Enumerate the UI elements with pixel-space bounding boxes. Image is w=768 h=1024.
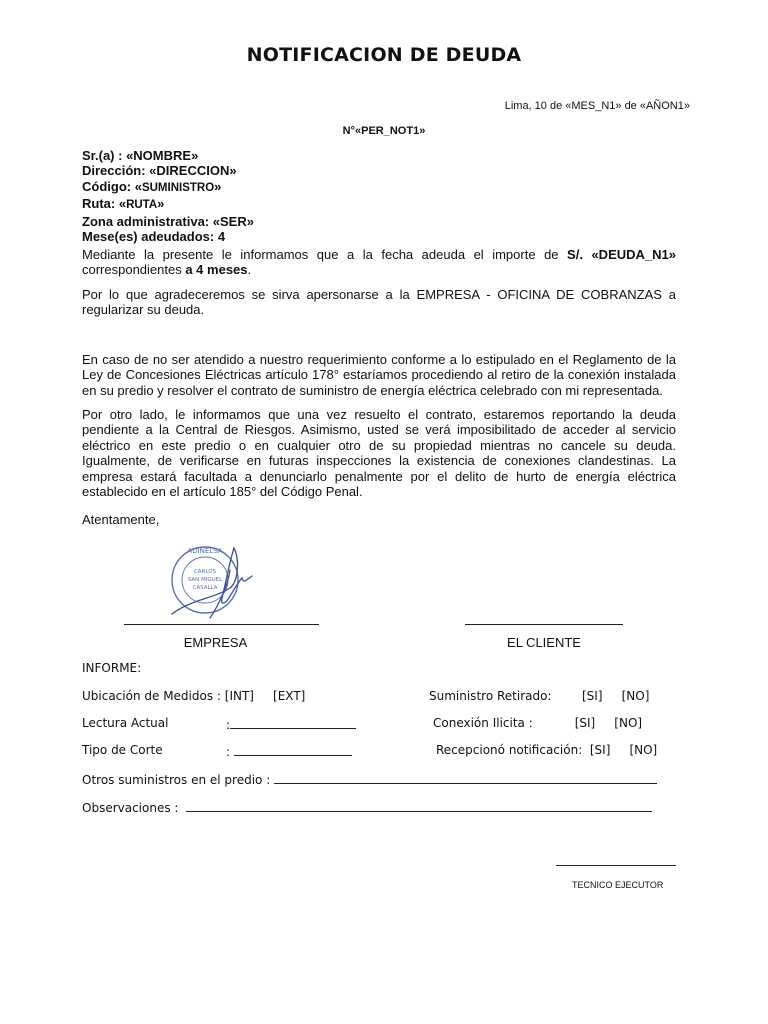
tipo-corte-blank[interactable] <box>234 743 352 756</box>
stamp-top-text: ADINELSA <box>187 547 223 555</box>
informe-lectura-field[interactable] <box>226 716 356 732</box>
stamp-line-1: CARLOS <box>193 569 217 575</box>
informe-recepciono: Recepcionó notificación: [SI] [NO] <box>436 743 658 757</box>
debt-text-2: correspondientes <box>82 262 186 278</box>
informe-otros-suministros[interactable] <box>82 771 657 787</box>
lectura-blank[interactable] <box>230 716 356 729</box>
debt-text: Mediante la presente le informamos que a la fecha adeuda el importe de <box>82 247 568 262</box>
lectura-colon: : <box>226 718 231 732</box>
signature-line-tecnico <box>556 865 676 866</box>
field-code-value: SUMINISTRO <box>141 181 215 194</box>
debt-months: a 4 meses <box>185 262 248 278</box>
stamp-line-3: CASALLA <box>192 585 218 591</box>
informe-lectura-label: Lectura Actual <box>82 716 169 730</box>
page-title: NOTIFICACION DE DEUDA <box>246 44 522 66</box>
paragraph-legal: En caso de no ser atendido a nuestro requerimiento conforme a lo estipulado en el Reglamento de la Ley de Concesiones Eléctricas artículo 178° estaríamos procediendo al retiro de la conexión instalada en su predio y resolver el contrato de suministro de energía eléctrica celebrado con mi representada. <box>82 352 676 398</box>
field-code <box>82 179 254 196</box>
tecnico-label: TECNICO EJECUTOR <box>572 880 664 890</box>
recipient-fields <box>82 148 254 244</box>
stamp-seal <box>160 540 270 622</box>
informe-observaciones[interactable] <box>82 799 652 815</box>
field-address: Dirección: «DIRECCION» <box>82 163 237 179</box>
informe-conexion-ilicita: Conexión Ilicita : [SI] [NO] <box>433 716 643 730</box>
informe-ubicacion: Ubicación de Medidos : [INT] [EXT] <box>82 689 306 703</box>
field-code-end: » <box>214 178 222 194</box>
notification-number: N°«PER_NOT1» <box>342 125 426 137</box>
signature-label-empresa: EMPRESA <box>183 635 248 650</box>
field-name: Sr.(a) : «NOMBRE» <box>82 148 199 163</box>
tipo-corte-colon: : <box>226 745 234 759</box>
informe-tipo-corte-field[interactable] <box>226 743 352 759</box>
signature-label-cliente: EL CLIENTE <box>507 635 581 650</box>
otros-label: Otros suministros en el predio : <box>82 773 275 787</box>
stamp-line-2: SAN MIGUEL <box>187 577 223 583</box>
otros-blank[interactable] <box>274 771 657 784</box>
date-line: Lima, 10 de «MES_N1» de «AÑON1» <box>504 100 690 112</box>
informe-tipo-corte-label: Tipo de Corte <box>82 743 163 757</box>
paragraph-office: Por lo que agradeceremos se sirva apersonarse a la EMPRESA - OFICINA DE COBRANZAS a regularizar su deuda. <box>82 287 676 318</box>
field-route-value: RUTA <box>126 199 158 212</box>
debt-amount: S/. «DEUDA_N1» <box>567 247 676 262</box>
observaciones-label: Observaciones : <box>82 801 187 815</box>
field-months: Mese(es) adeudados: 4 <box>82 229 226 245</box>
field-code-label: Código: « <box>82 178 142 194</box>
closing: Atentamente, <box>82 512 160 527</box>
paragraph-consequences: Por otro lado, le informamos que una vez resuelto el contrato, estaremos reportando la deuda pendiente a la Central de Riesgos. Asimismo, usted se verá imposibilitado de acceder al servicio eléctrico en este predio o en cualquier otro de su propiedad mientras no cancele su deuda. Igualmente, de verificarse en futuras inspecciones la existencia de conexiones clandestinas. La empresa estará facultada a denunciarlo penalmente por el delito de hurto de energía eléctrica establecido en el artículo 185° del Código Penal. <box>82 407 676 500</box>
field-route-label: Ruta: « <box>82 196 127 212</box>
informe-heading: INFORME: <box>82 661 142 675</box>
signature-line-cliente <box>465 624 623 625</box>
informe-suministro-retirado: Suministro Retirado: [SI] [NO] <box>429 689 650 703</box>
signature-line-empresa <box>124 624 319 625</box>
observaciones-blank[interactable] <box>186 799 652 812</box>
debt-text-3: . <box>247 262 252 278</box>
field-zone: Zona administrativa: «SER» <box>82 213 254 229</box>
paragraph-debt <box>82 247 676 278</box>
field-route-end: » <box>157 196 165 212</box>
field-route <box>82 196 254 213</box>
